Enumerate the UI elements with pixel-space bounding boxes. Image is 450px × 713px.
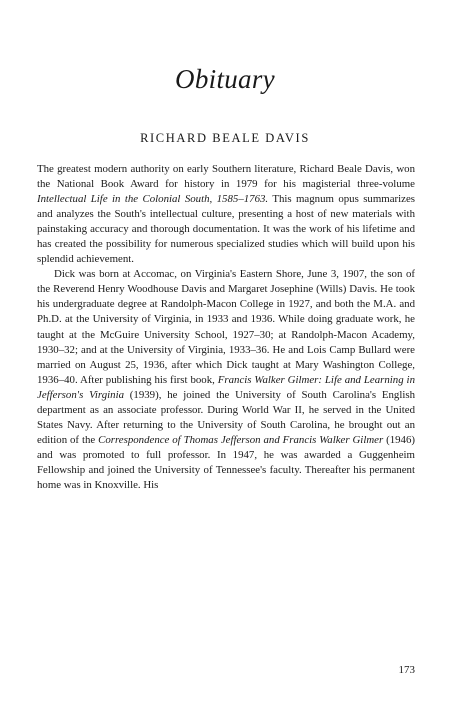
book-title-francis-walker-gilmer: Francis Walker Gilmer: Life and Learning in Jefferson's Virginia: [37, 373, 415, 401]
paragraph-1: [37, 162, 415, 267]
page-number: 173: [398, 664, 415, 676]
paragraph-1-text-b: This magnum opus summarizes and analyzes the South's intellectual culture, presenting a host of new materials with painstaking accuracy and thorough documentation. It was the work of his lifetime and has created the possibility for numerous specialized studies which will build upon his splendid achievement.: [37, 193, 416, 266]
paragraph-2: [37, 267, 415, 493]
book-title-correspondence: Correspondence of Thomas Jefferson and Francis Walker Gilmer: [98, 433, 384, 446]
subject-name: RICHARD BEALE DAVIS: [140, 131, 310, 145]
section-title: Obituary: [175, 64, 275, 94]
paragraph-2-text-c: (1946) and was promoted to full professor. In 1947, he was awarded a Guggenheim Fellowship and joined the University of Tennessee's faculty. Thereafter his permanent home was in Knoxville. His: [37, 433, 416, 491]
obituary-body: [37, 162, 415, 493]
paragraph-2-text-a: Dick was born at Accomac, on Virginia's Eastern Shore, June 3, 1907, the son of the Reverend Henry Woodhouse Davis and Margaret Josephine (Wills) Davis. He took his undergraduate degree at Randolph-Macon College in 1927, and both the M.A. and Ph.D. at the University of Virginia, in 1933 and 1936. While doing graduate work, he taught at the McGuire University School, 1927–30; at Randolph-Macon Academy, 1930–32; and at the University of Virginia, 1933–36. He and Lois Camp Bullard were married on August 25, 1936, after which Dick taught at Mary Washington College, 1936–40. After publishing his first book,: [37, 268, 415, 386]
paragraph-1-text-a: The greatest modern authority on early Southern literature, Richard Beale Davis, won the National Book Award for history in 1979 for his magisterial three-volume: [37, 163, 415, 191]
book-title-intellectual-life: Intellectual Life in the Colonial South, 1585–1763.: [37, 193, 269, 206]
paragraph-2-text-b: (1939), he joined the University of South Carolina's English department as an associate professor. During World War II, he served in the United States Navy. After returning to the University of South Carolina, he brought out an edition of the: [37, 388, 415, 446]
